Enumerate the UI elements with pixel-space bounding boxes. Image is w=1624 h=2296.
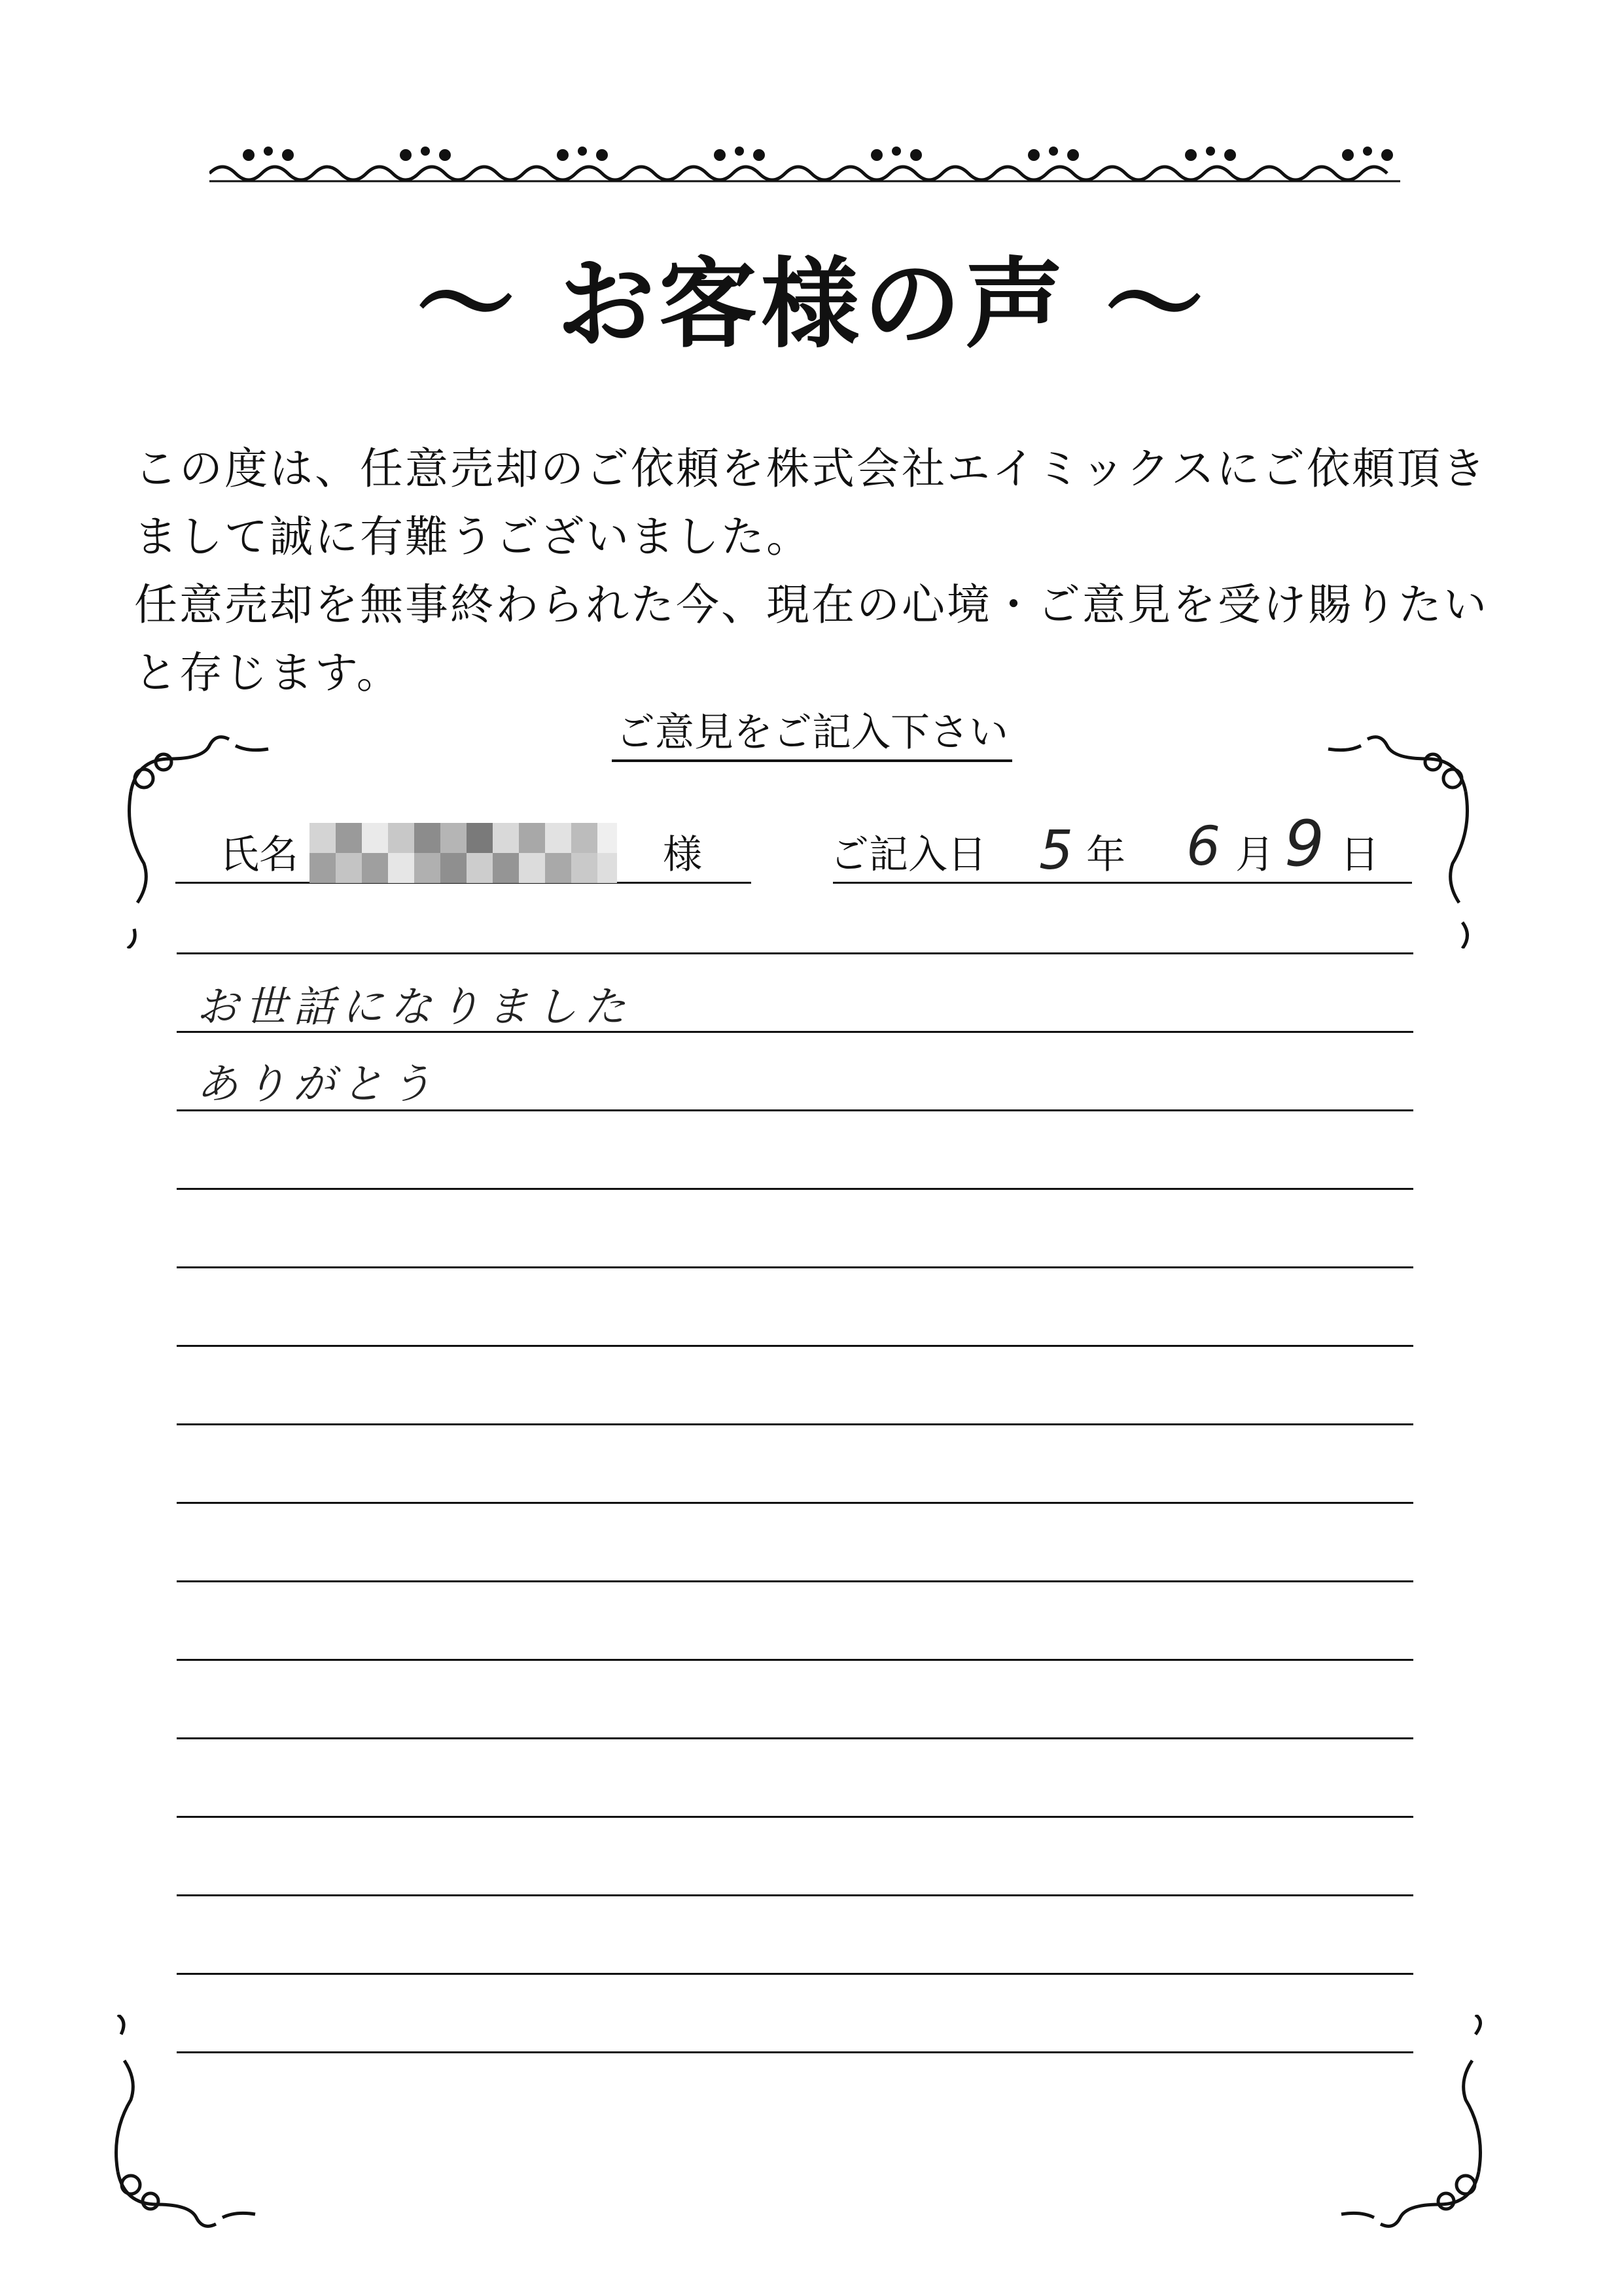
date-label: ご記入日 — [830, 832, 987, 878]
corner-ornament-bottom-left-icon — [105, 2015, 301, 2231]
page-title: ～ お客様の声 ～ — [416, 247, 1208, 362]
ruled-line — [177, 952, 1413, 954]
ruled-line — [177, 1580, 1413, 1582]
ruled-line — [177, 1266, 1413, 1268]
ruled-line — [177, 1737, 1413, 1739]
ruled-line — [177, 1423, 1413, 1425]
year-label: 年 — [1086, 832, 1125, 878]
ruled-line — [177, 1345, 1413, 1347]
redacted-name-mosaic — [309, 823, 617, 883]
top-ornament-band — [209, 141, 1400, 186]
intro-line-3: 任意売却を無事終わられた今、現在の心境・ご意見を受け賜りたい — [134, 580, 1489, 630]
ruled-line — [177, 1973, 1413, 1975]
ruled-line — [177, 1188, 1413, 1190]
day-value: 9 — [1284, 807, 1325, 880]
date-underline — [833, 882, 1412, 884]
ruled-line — [177, 1816, 1413, 1818]
comment-prompt-label: ご意見をご記入下さい — [612, 710, 1012, 762]
month-label: 月 — [1235, 832, 1275, 878]
intro-line-2: まして誠に有難うございました。 — [134, 512, 811, 562]
year-value: 5 — [1039, 820, 1074, 882]
corner-ornament-bottom-right-icon — [1296, 2015, 1492, 2231]
ruled-line — [177, 1109, 1413, 1111]
ruled-line — [177, 1894, 1413, 1896]
ruled-line — [177, 1659, 1413, 1661]
honorific-label: 様 — [663, 832, 702, 878]
ruled-line — [177, 1031, 1413, 1033]
intro-text — [134, 435, 1495, 707]
ruled-line — [177, 2051, 1413, 2053]
name-date-row — [175, 807, 1412, 883]
comment-line-1: お世話になりました — [196, 983, 632, 1032]
day-label: 日 — [1340, 832, 1379, 878]
comment-line-2: ありがとう — [196, 1060, 438, 1109]
month-value: 6 — [1186, 816, 1221, 878]
name-label: 氏名 — [220, 832, 298, 878]
ruled-line — [177, 1502, 1413, 1504]
intro-line-4: と存じます。 — [134, 648, 402, 698]
intro-line-1: この度は、任意売却のご依頼を株式会社エイミックスにご依頼頂き — [134, 444, 1488, 494]
